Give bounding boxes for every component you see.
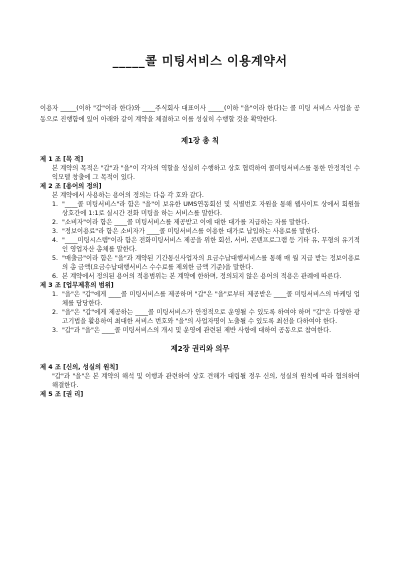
article-1-heading: 제 1 조 [목 적] xyxy=(40,156,84,163)
article-3-item: 3. "갑"과 "을"은 ____콜 미팅서비스의 개시 및 운영에 관련된 제반 사항에 대하여 공동으로 참여한다. xyxy=(52,327,332,334)
article-4-heading: 제 4 조 [신의, 성실의 원칙] xyxy=(40,364,119,371)
spacer xyxy=(40,147,360,155)
article-1-body: 본 계약의 목적은 "갑"과 "을"이 각자의 역할을 성실히 수행하고 상호 협력하여 콜미팅서비스를 통한 안정적인 수익모델 창출에 그 목적이 있다. xyxy=(52,165,360,181)
article-3-item: 2. "을"은 "갑"에게 제공하는 ____콜 미팅서비스가 안정적으로 운영될 수 있도록 하여야 하며 "갑"은 다양한 광고기법을 활용하여 최대한 서비스 번호와 "을"의 사업자명이 노출될 수 있도록 최선을 다하여야 한다. xyxy=(52,309,360,325)
article-2-item: 3. "정보이용료"라 함은 소비자가 ____콜 미팅서비스를 이용한 대가로 납입하는 사용료를 말한다. xyxy=(52,228,320,235)
article-2-item: 4. "____미팅시스템"이라 함은 전화미팅서비스 제공을 위한 회선, 서버, 콘텐프로그램 등 기타 유, 무형의 유기적인 영업자산 총체를 말한다. xyxy=(52,237,360,253)
article-2-item: 5. "매출금"이라 함은 "을"과 계약된 기간통신사업자의 요금수납대행서비스를 통해 매 월 지급 받는 정보이용료의 총 금액(요금수납대행서비스 수수료를 제외한 금액 기준)을 말한다. xyxy=(52,255,360,271)
article-2-lead: 본 계약에서 사용하는 용어의 정의는 다음 각 호와 같다. xyxy=(52,192,204,199)
chapter-2-heading: 제2장 권리와 의무 xyxy=(170,344,230,353)
article-2-heading: 제 2 조 [용어의 정의] xyxy=(40,183,102,190)
article-5-heading: 제 5 조 [권 리] xyxy=(40,391,84,398)
article-2-item: 6. 본 계약에서 정의된 용어의 적용범위는 본 계약에 한하며, 정의되지 않은 용어의 적용은 관례에 따른다. xyxy=(52,273,342,280)
document-title: _____콜 미팅서비스 이용계약서 xyxy=(112,54,288,68)
article-4-body: "갑"과 "을"은 본 계약의 해석 및 이행과 관련하여 상호 견해가 대립될 경우 신의, 성실의 원칙에 따라 협의하여 해결한다. xyxy=(52,373,360,389)
intro-paragraph: 이용자 _____(이하 "갑"이라 한다)와 ____주식회사 대표이사 _____(이하 "을"이라 한다)는 콜 미팅 서비스 사업을 공동으로 진행함에 있어 아래와 같이 계약을 체결하고 이를 성실히 수행할 것을 확약한다. xyxy=(40,105,360,123)
spacer xyxy=(40,355,360,363)
article-3-heading: 제 3 조 [업무제휴의 범위] xyxy=(40,282,114,289)
article-2-item: 2. "소비자"이라 함은 ____콜 미팅서비스를 제공받고 이에 대한 대가를 지급하는 자를 말한다. xyxy=(52,219,310,226)
chapter-1-heading: 제1장 총 칙 xyxy=(181,136,219,145)
article-2-item: 1. "____콜 미팅서비스"라 함은 "을"이 보유한 UMS연동회선 및 식별번호 자원을 통해 웹사이트 상에서 회원들 상호간에 1:1로 실시간 전화 미팅을 하는 서비스를 말한다. xyxy=(52,201,360,217)
article-3-item: 1. "을"은 "갑"에게 ____콜 미팅서비스를 제공하며 "갑"은 "을"로부터 제공받은 ____콜 미팅서비스의 마케팅 업체를 담당한다. xyxy=(52,291,360,307)
spacer xyxy=(40,335,360,343)
